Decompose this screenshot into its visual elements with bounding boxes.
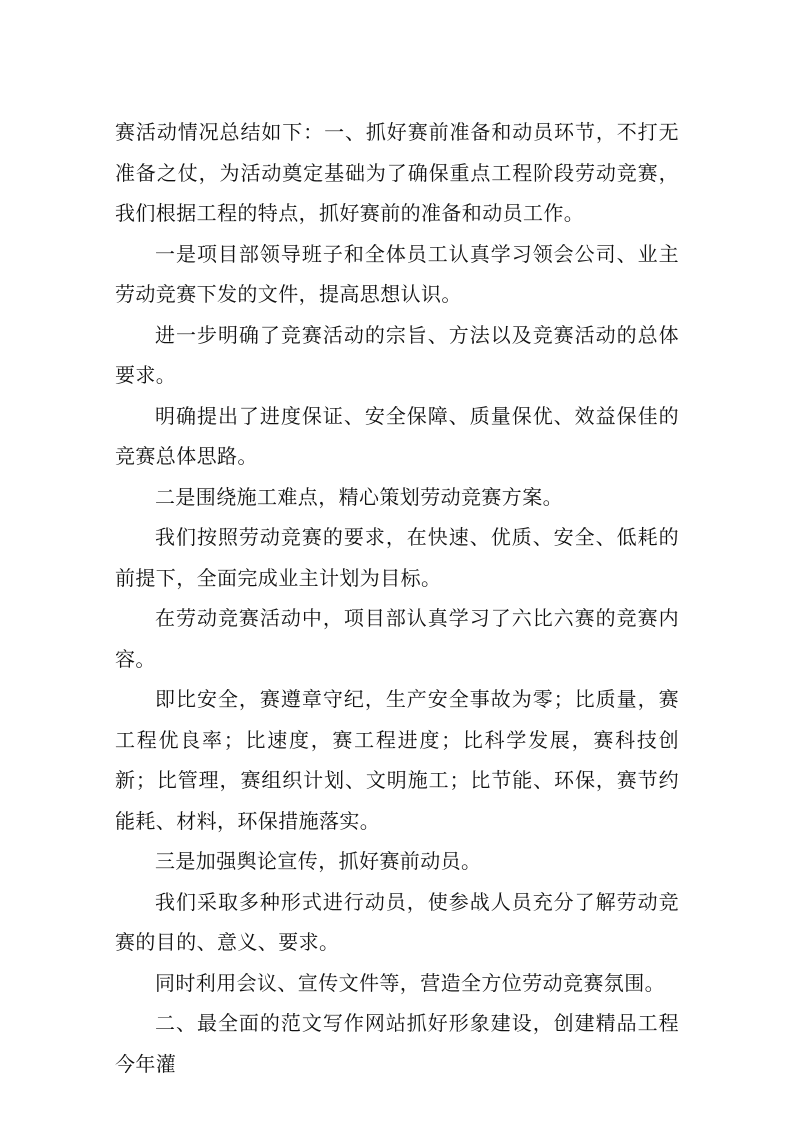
paragraph: 二是围绕施工难点，精心策划劳动竞赛方案。 [155, 484, 563, 509]
paragraph-continuation: 赛活动情况总结如下：一、抓好赛前准备和动员环节，不打无准备之仗，为活动奠定基础为了确保重点工程阶段劳动竞赛，我们根据工程的特点，抓好赛前的准备和动员工作。 [115, 120, 679, 225]
paragraph: 一是项目部领导班子和全体员工认真学习领会公司、业主劳动竞赛下发的文件，提高思想认识。 [115, 241, 679, 306]
paragraph: 进一步明确了竞赛活动的宗旨、方法以及竞赛活动的总体要求。 [115, 322, 679, 387]
paragraph: 三是加强舆论宣传，抓好赛前动员。 [155, 849, 482, 873]
paragraph: 明确提出了进度保证、安全保障、质量保优、效益保佳的竞赛总体思路。 [115, 403, 679, 468]
paragraph-truncated: 二、最全面的范文写作网站抓好形象建设，创建精品工程今年灌 [115, 1011, 679, 1076]
paragraph: 在劳动竞赛活动中，项目部认真学习了六比六赛的竞赛内容。 [115, 606, 679, 671]
paragraph: 我们采取多种形式进行动员，使参战人员充分了解劳动竞赛的目的、意义、要求。 [115, 889, 679, 954]
paragraph: 即比安全，赛遵章守纪，生产安全事故为零；比质量，赛工程优良率；比速度，赛工程进度；比科学发展，赛科技创新；比管理，赛组织计划、文明施工；比节能、环保，赛节约能耗、材料，环保措施落实。 [115, 687, 679, 833]
document-body [115, 112, 679, 1084]
paragraph: 同时利用会议、宣传文件等，营造全方位劳动竞赛氛围。 [155, 970, 665, 995]
paragraph: 我们按照劳动竞赛的要求，在快速、优质、安全、低耗的前提下，全面完成业主计划为目标。 [115, 525, 679, 590]
